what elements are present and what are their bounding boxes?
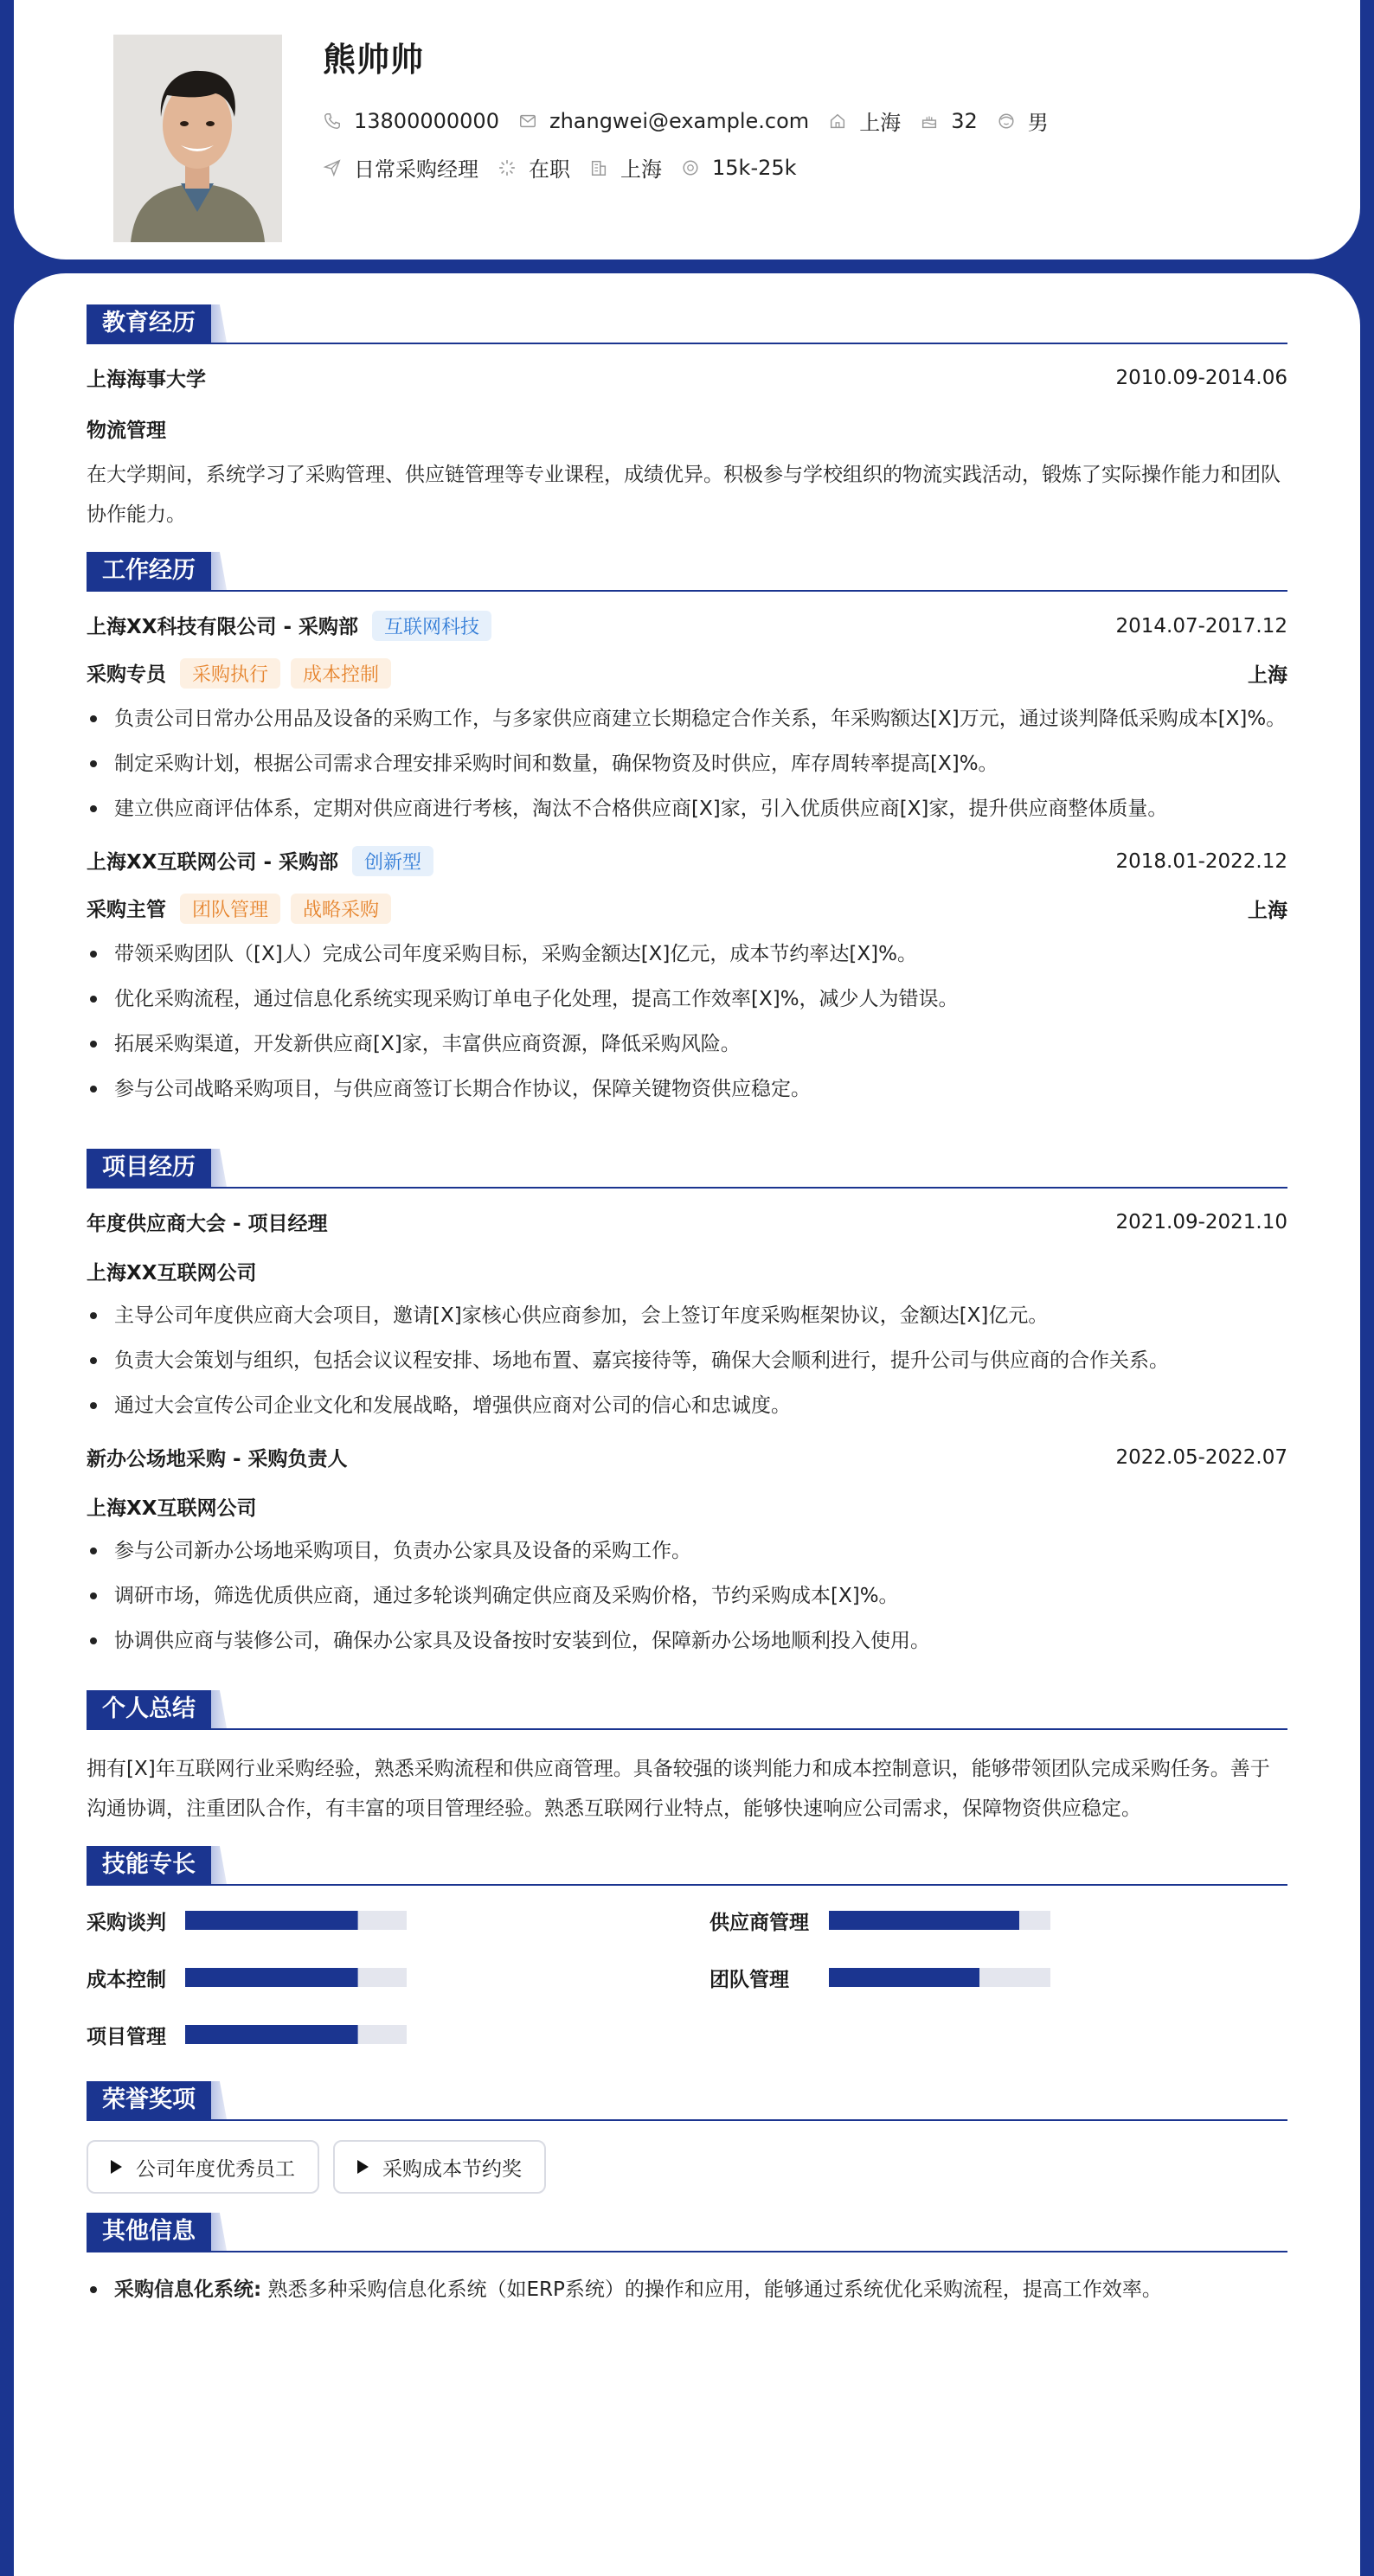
summary-section — [87, 1690, 1287, 1829]
email-text: zhangwei@example.com — [549, 108, 810, 133]
other-bullets — [87, 2270, 1287, 2310]
company-name: 上海XX互联网公司 - 采购部 — [87, 851, 339, 874]
skill-bar-fill — [829, 1968, 979, 1987]
section-header — [87, 304, 1287, 344]
skill-name: 项目管理 — [87, 2025, 166, 2048]
salary-text: 15k-25k — [712, 155, 797, 180]
project-date: 2021.09-2021.10 — [1115, 1210, 1287, 1234]
work-date: 2018.01-2022.12 — [1115, 849, 1287, 873]
award-name: 采购成本节约奖 — [382, 2157, 522, 2181]
bullet-item: 参与公司战略采购项目，与供应商签订长期合作协议，保障关键物资供应稳定。 — [87, 1069, 1287, 1109]
awards-section — [87, 2081, 1287, 2194]
send-icon — [323, 158, 342, 177]
project-name-row — [87, 1443, 1287, 1471]
skill-item — [87, 2019, 709, 2050]
industry-tag: 互联网科技 — [372, 611, 491, 641]
work-city: 上海 — [1248, 664, 1287, 687]
project-org: 上海XX互联网公司 — [87, 1497, 257, 1520]
bullet-item: 建立供应商评估体系，定期对供应商进行考核，淘汰不合格供应商[X]家，引入优质供应商[X]家，提升供应商整体质量。 — [87, 789, 1287, 829]
work-city-item — [589, 152, 662, 183]
age-text: 32 — [951, 108, 978, 133]
other-text: 熟悉多种采购信息化系统（如ERP系统）的操作和应用，能够通过系统优化采购流程，提高工作效率。 — [267, 2278, 1162, 2301]
work-entry — [87, 611, 1287, 829]
work-company-row — [87, 611, 1287, 641]
other-item — [87, 2270, 1287, 2310]
job-intent-row — [323, 152, 816, 183]
face-icon — [997, 112, 1016, 131]
education-section — [87, 304, 1287, 535]
job-title: 采购专员 — [87, 663, 166, 686]
bullet-item: 带领采购团队（[X]人）完成公司年度采购目标，采购金额达[X]亿元，成本节约率达[X]%。 — [87, 934, 1287, 974]
skill-tag: 采购执行 — [180, 658, 280, 689]
project-bullets — [87, 1531, 1287, 1661]
bullet-item: 调研市场，筛选优质供应商，通过多轮谈判确定供应商及采购价格，节约采购成本[X]%。 — [87, 1576, 1287, 1616]
other-section — [87, 2213, 1287, 2310]
section-title: 项目经历 — [87, 1149, 211, 1187]
company-name: 上海XX科技有限公司 - 采购部 — [87, 616, 359, 638]
section-header — [87, 1149, 1287, 1189]
work-entry — [87, 846, 1287, 1109]
award-item — [87, 2140, 319, 2194]
work-bullets — [87, 934, 1287, 1109]
play-icon — [357, 2160, 369, 2174]
skill-bar-fill — [185, 2025, 358, 2044]
work-city-text: 上海 — [620, 157, 662, 182]
section-title: 技能专长 — [87, 1846, 211, 1884]
skill-bar — [185, 2025, 407, 2044]
resume-content — [87, 304, 1287, 2310]
job-title: 采购主管 — [87, 899, 166, 921]
bullet-item: 制定采购计划，根据公司需求合理安排采购时间和数量，确保物资及时供应，库存周转率提高[X]%。 — [87, 744, 1287, 784]
gender-item — [997, 106, 1049, 136]
skills-section — [87, 1846, 1287, 2050]
work-bullets — [87, 699, 1287, 829]
mail-icon — [518, 112, 537, 131]
skill-name: 供应商管理 — [709, 1911, 809, 1934]
skill-item — [87, 1962, 709, 1993]
section-title: 其他信息 — [87, 2213, 211, 2251]
other-label: 采购信息化系统: — [114, 2278, 262, 2301]
bullet-item: 负责大会策划与组织，包括会议议程安排、场地布置、嘉宾接待等，确保大会顺利进行，提升公司与供应商的合作关系。 — [87, 1341, 1287, 1381]
email-item — [518, 109, 809, 133]
skill-item — [709, 1962, 1287, 1993]
loading-icon — [498, 158, 517, 177]
bullet-item: 负责公司日常办公用品及设备的采购工作，与多家供应商建立长期稳定合作关系，年采购额达[X]万元，通过谈判降低采购成本[X]%。 — [87, 699, 1287, 739]
award-item — [333, 2140, 546, 2194]
project-org-row — [87, 1257, 1287, 1285]
education-date: 2010.09-2014.06 — [1115, 366, 1287, 389]
position-item — [323, 152, 478, 183]
industry-tag: 创新型 — [352, 846, 433, 876]
skill-bar-fill — [185, 1968, 358, 1987]
work-title-row — [87, 658, 1287, 689]
header-card — [14, 0, 1360, 260]
section-header — [87, 2213, 1287, 2252]
skill-tag: 成本控制 — [291, 658, 391, 689]
main-card — [14, 273, 1360, 2576]
bullet-item: 拓展采购渠道，开发新供应商[X]家，丰富供应商资源，降低采购风险。 — [87, 1024, 1287, 1064]
projects-section — [87, 1149, 1287, 1661]
profile-photo-image — [113, 35, 282, 242]
project-org-row — [87, 1492, 1287, 1521]
major-name: 物流管理 — [87, 420, 166, 442]
position-text: 日常采购经理 — [354, 157, 478, 182]
skill-bar-fill — [185, 1911, 358, 1930]
skill-name: 团队管理 — [709, 1968, 789, 1991]
location-text: 上海 — [859, 111, 902, 135]
status-item — [498, 152, 570, 183]
building-icon — [589, 158, 608, 177]
section-header — [87, 552, 1287, 592]
section-title: 教育经历 — [87, 304, 211, 343]
play-icon — [111, 2160, 122, 2174]
skills-grid — [87, 1905, 1287, 2050]
contact-row — [323, 106, 1068, 136]
work-city: 上海 — [1248, 900, 1287, 922]
skill-bar — [185, 1968, 407, 1987]
location-item — [828, 106, 901, 136]
work-company-row — [87, 846, 1287, 876]
bullet-item: 参与公司新办公场地采购项目，负责办公家具及设备的采购工作。 — [87, 1531, 1287, 1571]
project-name: 年度供应商大会 - 项目经理 — [87, 1213, 328, 1235]
skill-item — [709, 1905, 1287, 1936]
skill-item — [87, 1905, 709, 1936]
work-date: 2014.07-2017.12 — [1115, 614, 1287, 638]
skill-bar — [829, 1911, 1050, 1930]
candidate-name: 熊帅帅 — [323, 41, 425, 79]
project-date: 2022.05-2022.07 — [1115, 1445, 1287, 1469]
status-text: 在职 — [529, 157, 570, 182]
project-entry — [87, 1208, 1287, 1426]
skill-bar — [829, 1968, 1050, 1987]
home-icon — [828, 112, 847, 131]
major-row — [87, 414, 1287, 443]
bullet-item: 通过大会宣传公司企业文化和发展战略，增强供应商对公司的信心和忠诚度。 — [87, 1386, 1287, 1426]
education-row — [87, 363, 1287, 392]
coin-icon — [681, 158, 700, 177]
section-header — [87, 1846, 1287, 1886]
project-name: 新办公场地采购 - 采购负责人 — [87, 1448, 348, 1471]
project-name-row — [87, 1208, 1287, 1236]
skill-name: 采购谈判 — [87, 1911, 166, 1934]
salary-item — [681, 156, 797, 180]
award-name: 公司年度优秀员工 — [136, 2157, 295, 2181]
section-title: 工作经历 — [87, 552, 211, 590]
school-name: 上海海事大学 — [87, 368, 206, 391]
work-section — [87, 552, 1287, 1109]
section-title: 荣誉奖项 — [87, 2081, 211, 2119]
skill-tag: 战略采购 — [291, 894, 391, 924]
summary-text: 拥有[X]年互联网行业采购经验，熟悉采购流程和供应商管理。具备较强的谈判能力和成本控制意识，能够带领团队完成采购任务。善于沟通协调，注重团队合作，有丰富的项目管理经验。熟悉互联网行业特点，能够快速响应公司需求，保障物资供应稳定。 — [87, 1758, 1270, 1820]
skill-name: 成本控制 — [87, 1968, 166, 1991]
section-title: 个人总结 — [87, 1690, 211, 1728]
cake-icon — [920, 112, 939, 131]
bullet-item: 协调供应商与装修公司，确保办公家具及设备按时安装到位，保障新办公场地顺利投入使用。 — [87, 1621, 1287, 1661]
bullet-item: 主导公司年度供应商大会项目，邀请[X]家核心供应商参加，会上签订年度采购框架协议，金额达[X]亿元。 — [87, 1296, 1287, 1336]
section-header — [87, 1690, 1287, 1730]
gender-text: 男 — [1027, 111, 1049, 135]
project-entry — [87, 1443, 1287, 1661]
skill-tag: 团队管理 — [180, 894, 280, 924]
phone-icon — [323, 112, 342, 131]
age-item — [920, 109, 978, 133]
section-header — [87, 2081, 1287, 2121]
project-bullets — [87, 1296, 1287, 1426]
skill-bar — [185, 1911, 407, 1930]
work-title-row — [87, 894, 1287, 924]
phone-text: 13800000000 — [354, 108, 499, 133]
profile-photo — [113, 35, 282, 242]
education-description: 在大学期间，系统学习了采购管理、供应链管理等专业课程，成绩优异。积极参与学校组织的物流实践活动，锻炼了实际操作能力和团队协作能力。 — [87, 464, 1281, 526]
project-org: 上海XX互联网公司 — [87, 1262, 257, 1285]
skill-bar-fill — [829, 1911, 1019, 1930]
awards-list — [87, 2140, 1287, 2194]
bullet-item: 优化采购流程，通过信息化系统实现采购订单电子化处理，提高工作效率[X]%，减少人为错误。 — [87, 979, 1287, 1019]
phone-item — [323, 109, 499, 133]
